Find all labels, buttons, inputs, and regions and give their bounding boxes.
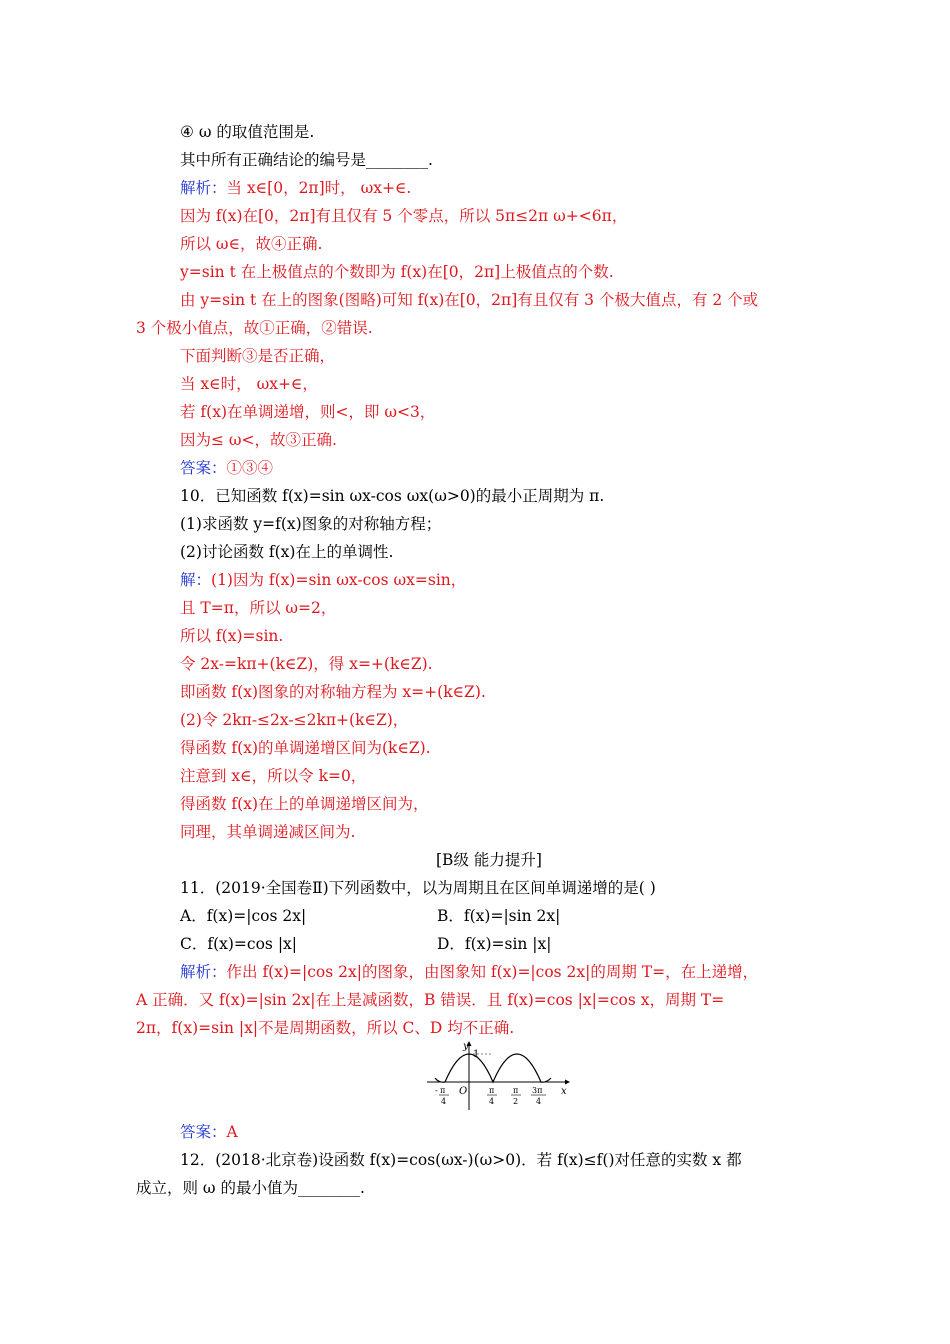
solution-line: 解析：作出 f(x)=|cos 2x|的图象，由图象知 f(x)=|cos 2x|的周期 T=，在上递增，	[180, 963, 759, 981]
solution-line: 因为 f(x)在[0，2π]有且仅有 5 个零点，所以 5π≤2π ω+<6π，	[180, 207, 628, 225]
svg-text:4: 4	[489, 1097, 495, 1106]
solution-line: 同理，其单调递减区间为.	[180, 823, 356, 841]
option-row	[180, 906, 306, 926]
analysis-label: 解析：	[180, 963, 227, 981]
option-row	[437, 934, 552, 954]
option-a: A．f(x)=|cos 2x|	[180, 907, 307, 925]
svg-text:π: π	[489, 1086, 495, 1095]
section-heading: [B级 能力提升]	[436, 851, 542, 869]
solution-line: A 正确．又 f(x)=|sin 2x|在上是减函数，B 错误．且 f(x)=cos |x|=cos x，周期 T=	[136, 991, 725, 1009]
solution-line: 2π，f(x)=sin |x|不是周期函数，所以 C、D 均不正确.	[136, 1019, 515, 1037]
answer-label: 答案：	[180, 459, 227, 477]
option-row	[437, 906, 560, 926]
svg-text:π: π	[440, 1086, 446, 1095]
solution-line: 所以 f(x)=sin.	[180, 627, 284, 645]
origin-label: O	[459, 1086, 468, 1097]
svg-text:2: 2	[513, 1097, 519, 1106]
y-axis-label: y	[463, 1041, 469, 1052]
line-item-question: 其中所有正确结论的编号是________.	[180, 151, 433, 169]
solution-line: 因为≤ ω<，故③正确.	[180, 431, 337, 449]
x-axis-label: x	[561, 1086, 567, 1097]
tick-neg-pi-4	[435, 1086, 449, 1106]
solution-line: 由 y=sin t 在上的图象(图略)可知 f(x)在[0，2π]有且仅有 3 个极大值点，有 2 个或	[180, 291, 759, 309]
solution-line: 令 2x-=kπ+(k∈Z)，得 x=+(k∈Z).	[180, 655, 433, 673]
option-row	[180, 934, 297, 954]
question-10-title: 10．已知函数 f(x)=sin ωx-cos ωx(ω>0)的最小正周期为 π.	[180, 487, 605, 505]
question-12-line-2: 成立，则 ω 的最小值为________.	[136, 1179, 365, 1197]
solution-line: 下面判断③是否正确，	[180, 347, 336, 365]
svg-text:4: 4	[441, 1097, 447, 1106]
option-b: B．f(x)=|sin 2x|	[437, 907, 561, 925]
answer-label: 答案：	[180, 1123, 227, 1141]
solution-line: 解析：当 x∈[0，2π]时， ωx+∈.	[180, 179, 412, 197]
line-item-omega-range: ④ ω 的取值范围是.	[180, 123, 315, 141]
question-12-title: 12．(2018·北京卷)设函数 f(x)=cos(ωx-)(ω>0)．若 f(x)≤f()对任意的实数 x 都	[180, 1151, 742, 1169]
solution-line: (2)令 2kπ-≤2x-≤2kπ+(k∈Z)，	[180, 711, 409, 729]
solution-line: 即函数 f(x)图象的对称轴方程为 x=+(k∈Z).	[180, 683, 486, 701]
analysis-label: 解析：	[180, 179, 227, 197]
solution-line: 当 x∈时， ωx+∈，	[180, 375, 318, 393]
solution-line: 所以 ω∈，故④正确.	[180, 235, 323, 253]
solution-line: 若 f(x)在单调递增，则<，即 ω<3，	[180, 403, 436, 421]
option-c: C．f(x)=cos |x|	[180, 935, 297, 953]
y-tick-label: 1	[473, 1049, 480, 1060]
solution-line: 注意到 x∈，所以令 k=0，	[180, 767, 367, 785]
tick-pi-2	[511, 1086, 521, 1106]
answer-line: 答案：A	[180, 1123, 238, 1141]
solution-line: 且 T=π，所以 ω=2，	[180, 599, 337, 617]
option-d: D．f(x)=sin |x|	[437, 935, 552, 953]
solution-line: y=sin t 在上极值点的个数即为 f(x)在[0，2π]上极值点的个数.	[180, 263, 614, 281]
tick-3pi-4	[531, 1086, 546, 1106]
question-11-title: 11．(2019·全国卷Ⅱ)下列函数中，以为周期且在区间单调递增的是( )	[180, 879, 656, 897]
curve-line	[435, 1054, 551, 1082]
solution-line: 3 个极小值点，故①正确，②错误.	[136, 319, 373, 337]
solution-line: 得函数 f(x)的单调递增区间为(k∈Z).	[180, 739, 431, 757]
x-axis-arrow	[565, 1080, 570, 1085]
question-10-part-1: (1)求函数 y=f(x)图象的对称轴方程；	[180, 515, 442, 533]
tick-pi-4	[487, 1086, 497, 1106]
svg-text:-: -	[435, 1086, 438, 1095]
svg-text:4: 4	[536, 1097, 542, 1106]
solution-line: 得函数 f(x)在上的单调递增区间为，	[180, 795, 429, 813]
cos-graph	[425, 1038, 575, 1114]
answer-line: 答案：①③④	[180, 459, 274, 477]
question-10-part-2: (2)讨论函数 f(x)在上的单调性.	[180, 543, 394, 561]
svg-text:π: π	[513, 1086, 519, 1095]
solution-label: 解：	[180, 571, 212, 589]
svg-text:3π: 3π	[532, 1086, 543, 1095]
solution-line: 解：(1)因为 f(x)=sin ωx-cos ωx=sin，	[180, 571, 467, 589]
